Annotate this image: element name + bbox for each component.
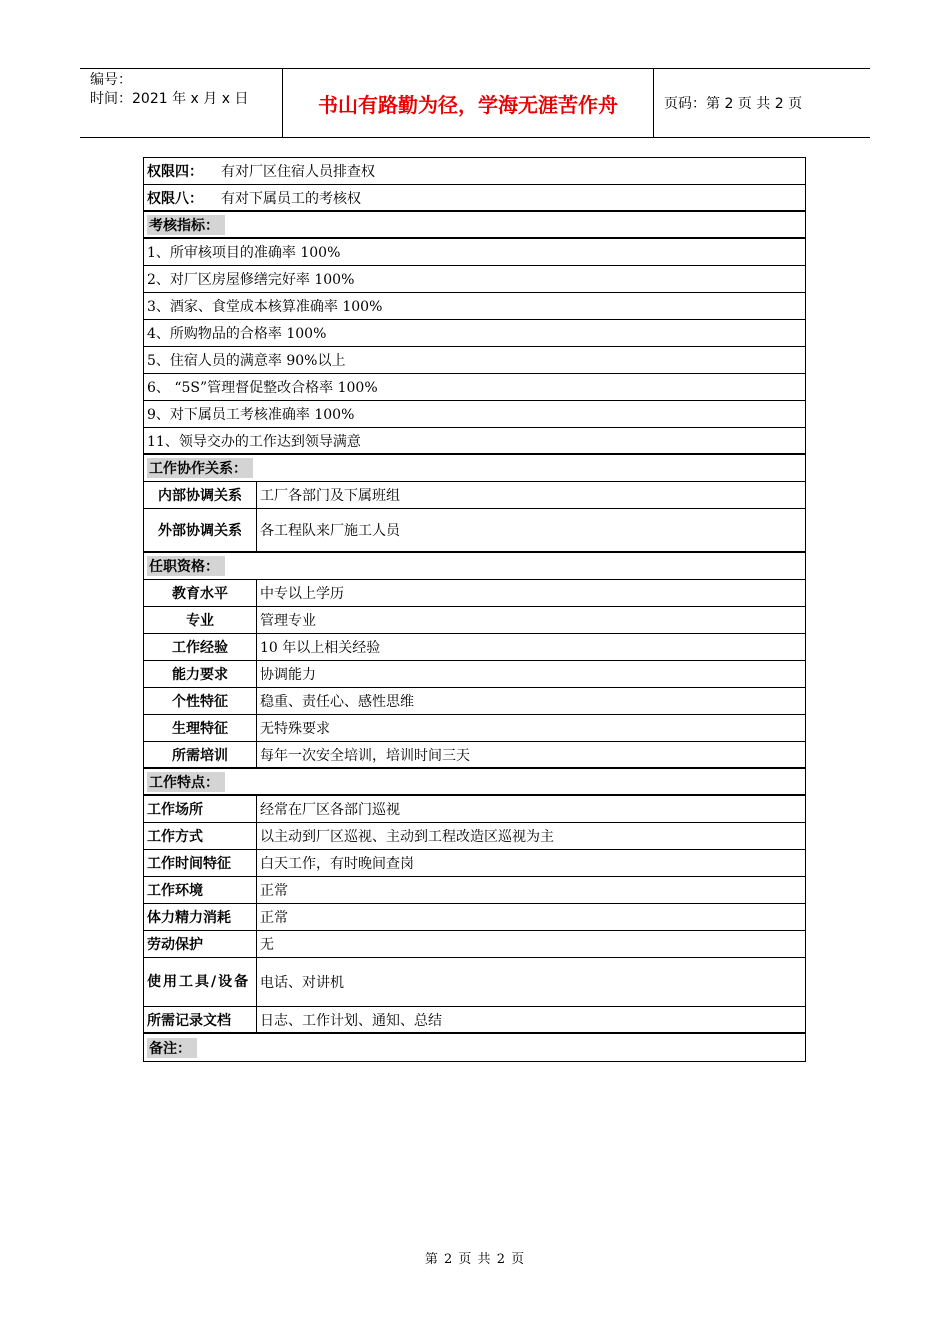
cooperation-row xyxy=(144,482,805,509)
cooperation-section-header xyxy=(144,455,805,482)
features-row: 工作方式 以主动到厂区巡视、主动到工程改造区巡视为主 xyxy=(144,823,805,850)
kpi-section-header xyxy=(144,212,805,239)
doc-time-label: 时间：2021 年 x 月 x 日 xyxy=(90,91,249,107)
cooperation-value: 工厂各部门及下属班组 xyxy=(260,488,400,504)
permission-label: 权限八： xyxy=(147,190,203,207)
qualification-row: 生理特征 无特殊要求 xyxy=(144,715,805,742)
kpi-item: 11、领导交办的工作达到领导满意 xyxy=(144,428,805,455)
cooperation-label: 内部协调关系 xyxy=(144,482,257,508)
features-section-header xyxy=(144,769,805,796)
cooperation-title: 工作协作关系： xyxy=(147,458,253,478)
remarks-row xyxy=(144,1034,805,1061)
features-row: 劳动保护 无 xyxy=(144,931,805,958)
qualification-row: 工作经验 10 年以上相关经验 xyxy=(144,634,805,661)
kpi-item: 9、对下属员工考核准确率 100% xyxy=(144,401,805,428)
kpi-item: 6、 “5S”管理督促整改合格率 100% xyxy=(144,374,805,401)
job-description-table xyxy=(143,157,806,1062)
qualification-row: 能力要求 协调能力 xyxy=(144,661,805,688)
header-page-number: 页码：第 2 页 共 2 页 xyxy=(664,96,803,112)
cooperation-row xyxy=(144,509,805,553)
features-row: 所需记录文档 日志、工作计划、通知、总结 xyxy=(144,1007,805,1034)
header-motto: 书山有路勤为径，学海无涯苦作舟 xyxy=(282,69,654,137)
kpi-item: 5、住宿人员的满意率 90%以上 xyxy=(144,347,805,374)
qualification-row: 所需培训 每年一次安全培训，培训时间三天 xyxy=(144,742,805,769)
permission-label: 权限四： xyxy=(147,164,203,180)
features-title: 工作特点： xyxy=(147,772,225,792)
qualification-row: 专业 管理专业 xyxy=(144,607,805,634)
qualification-row: 个性特征 稳重、责任心、感性思维 xyxy=(144,688,805,715)
cooperation-value: 各工程队来厂施工人员 xyxy=(260,523,400,539)
kpi-item: 2、对厂区房屋修缮完好率 100% xyxy=(144,266,805,293)
features-row: 工作时间特征 白天工作，有时晚间查岗 xyxy=(144,850,805,877)
header-meta xyxy=(80,69,282,137)
qualification-title: 任职资格： xyxy=(147,556,225,576)
qualification-section-header xyxy=(144,553,805,580)
permission-text: 有对下属员工的考核权 xyxy=(221,190,361,207)
features-row: 体力精力消耗 正常 xyxy=(144,904,805,931)
permission-row xyxy=(144,185,805,212)
kpi-item: 1、所审核项目的准确率 100% xyxy=(144,239,805,266)
doc-number-label: 编号： xyxy=(90,72,132,88)
permission-row xyxy=(144,158,805,185)
features-row: 使用工具/设备 电话、对讲机 xyxy=(144,958,805,1007)
permission-text: 有对厂区住宿人员排查权 xyxy=(221,164,375,180)
features-row: 工作场所 经常在厂区各部门巡视 xyxy=(144,796,805,823)
remarks-title: 备注： xyxy=(147,1038,197,1058)
kpi-item: 3、酒家、食堂成本核算准确率 100% xyxy=(144,293,805,320)
page-footer: 第 2 页 共 2 页 xyxy=(424,1252,526,1267)
kpi-title: 考核指标： xyxy=(147,215,225,235)
qualification-row: 教育水平 中专以上学历 xyxy=(144,580,805,607)
page-header xyxy=(80,68,870,138)
kpi-item: 4、所购物品的合格率 100% xyxy=(144,320,805,347)
cooperation-label: 外部协调关系 xyxy=(144,509,257,551)
features-row: 工作环境 正常 xyxy=(144,877,805,904)
